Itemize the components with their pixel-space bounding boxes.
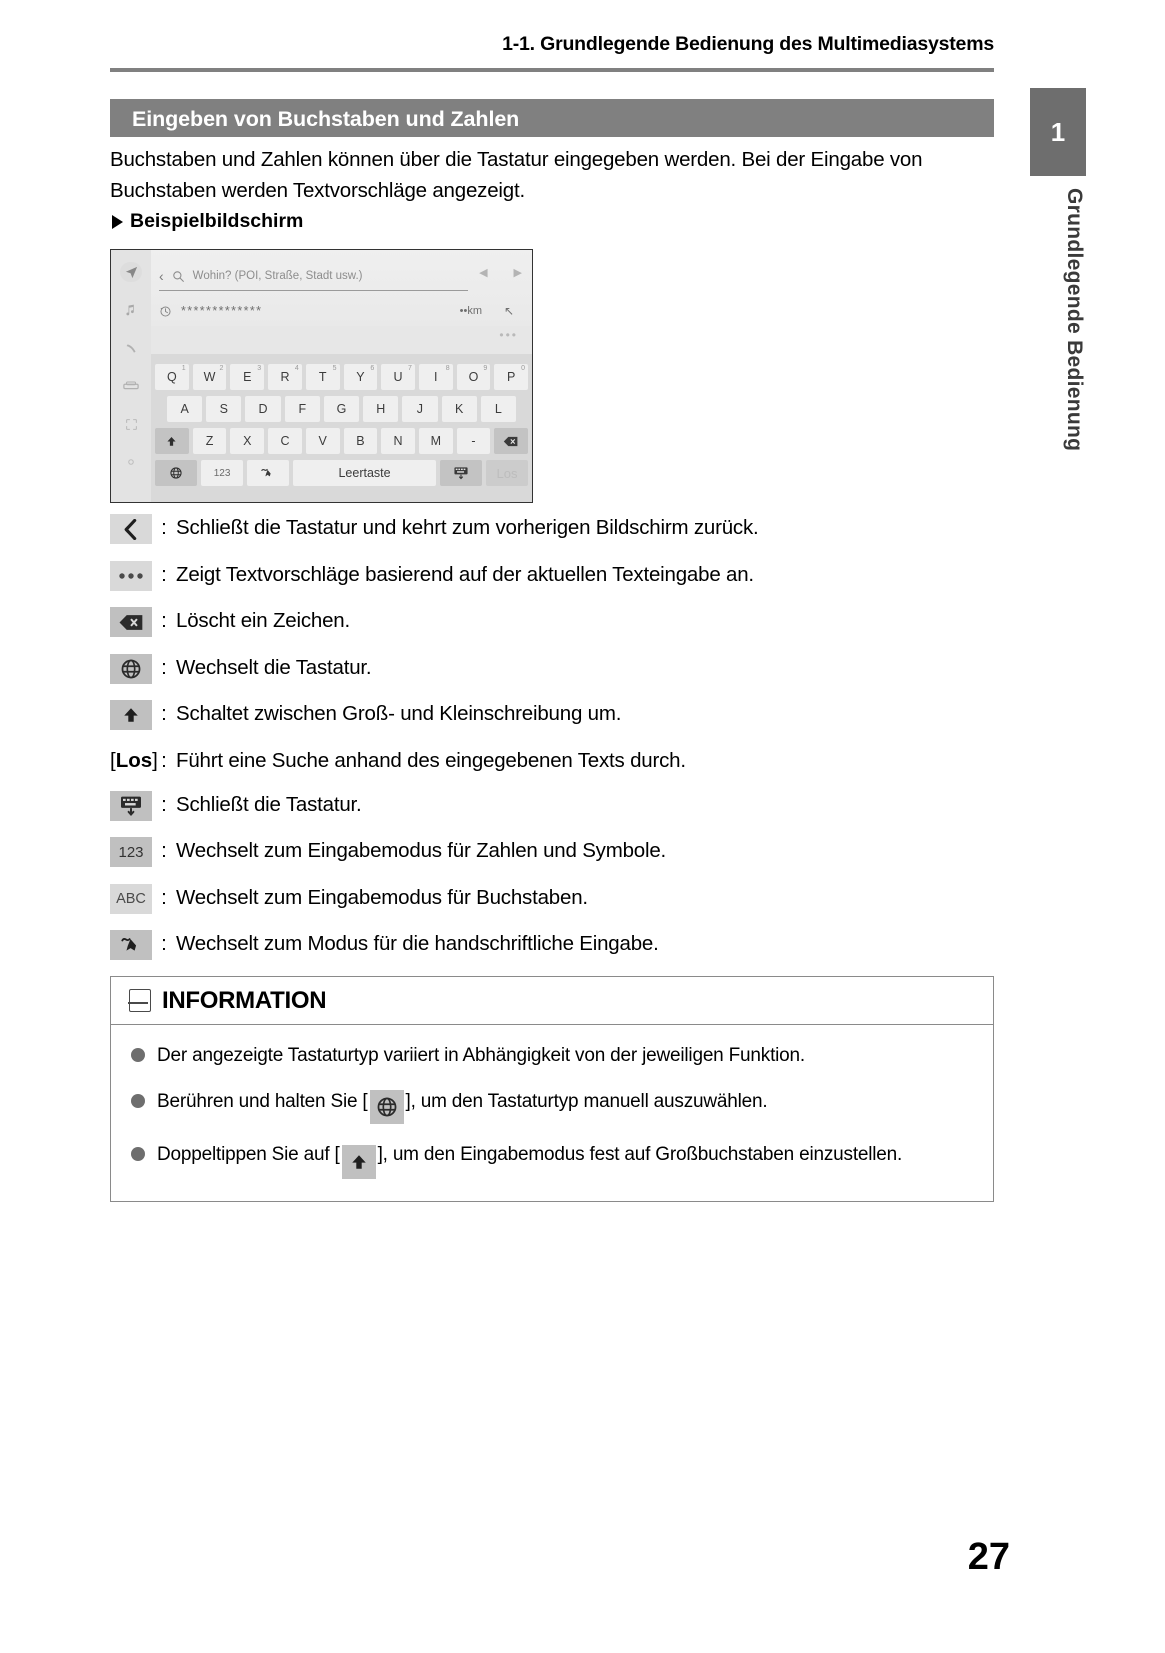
information-header <box>111 977 993 1025</box>
settings-icon <box>120 452 142 472</box>
history-result-row[interactable] <box>159 298 522 324</box>
shift-arrow-icon[interactable] <box>155 428 189 454</box>
legend-row <box>110 835 994 869</box>
bullet-dot-icon <box>131 1048 145 1062</box>
legend-text: Wechselt zum Modus für die handschriftliche Eingabe. <box>176 932 659 955</box>
next-arrow-icon[interactable]: ▶ <box>513 267 522 279</box>
key-t[interactable]: T $^5$ <box>306 364 340 390</box>
ellipsis-icon <box>110 561 152 591</box>
key-v[interactable]: V <box>306 428 340 454</box>
more-dots-icon[interactable]: ••• <box>499 328 518 342</box>
alpha-abc-icon <box>110 884 152 914</box>
key-p[interactable]: P $^0$ <box>494 364 528 390</box>
section-title-bar <box>110 99 994 137</box>
key-x[interactable]: X <box>230 428 264 454</box>
globe-icon <box>110 654 152 684</box>
space-key[interactable]: Leertaste <box>293 460 436 486</box>
legend-list <box>110 512 994 975</box>
key-s[interactable]: S <box>206 396 241 422</box>
header-rule <box>110 68 994 72</box>
keyboard-row-3 <box>151 428 532 454</box>
legend-colon: : <box>161 562 167 586</box>
back-chevron-icon <box>110 514 152 544</box>
globe-icon <box>370 1090 404 1124</box>
chapter-tab <box>1030 88 1086 176</box>
section-title: Eingeben von Buchstaben und Zahlen <box>132 107 520 131</box>
keyboard-row-2 <box>151 396 532 422</box>
information-bullet <box>131 1041 973 1071</box>
key-hyphen[interactable]: - <box>457 428 491 454</box>
legend-row <box>110 512 994 546</box>
distance-label: ••km <box>459 305 482 317</box>
key-i[interactable]: I $^8$ <box>419 364 453 390</box>
legend-text: Schaltet zwischen Groß- und Kleinschreibung um. <box>176 702 622 725</box>
shift-arrow-icon <box>110 700 152 730</box>
information-bullet <box>131 1087 973 1124</box>
subhead-label: Beispielbildschirm <box>130 210 304 232</box>
information-bullet <box>131 1140 973 1179</box>
prev-arrow-icon[interactable]: ◀ <box>479 267 488 279</box>
los-label: [Los] <box>110 748 158 772</box>
legend-row <box>110 928 994 962</box>
legend-colon: : <box>161 516 167 539</box>
keyboard-row-4 <box>151 460 532 486</box>
key-m[interactable]: M <box>419 428 453 454</box>
pager-arrows[interactable] <box>479 266 522 279</box>
key-a[interactable]: A <box>167 396 202 422</box>
numeric-123-icon <box>110 837 152 867</box>
key-r[interactable]: R $^4$ <box>268 364 302 390</box>
information-box <box>110 976 994 1202</box>
handwriting-icon[interactable] <box>247 460 289 486</box>
bullet-text: Der angezeigte Tastaturtyp variiert in Abhängigkeit von der jeweiligen Funktion. <box>157 1045 805 1066</box>
bullet-dot-icon <box>131 1147 145 1161</box>
numeric-123-key[interactable]: 123 <box>201 460 243 486</box>
legend-colon: : <box>161 655 167 679</box>
vehicle-icon <box>120 376 142 396</box>
empty-list-band <box>151 326 532 352</box>
legend-text: Wechselt zum Eingabemodus für Zahlen und Symbole. <box>176 839 667 862</box>
keyboard-row-1 <box>151 364 532 390</box>
legend-text: Führt eine Suche anhand des eingegebenen Texts durch. <box>176 748 686 772</box>
search-input-placeholder[interactable]: Wohin? (POI, Straße, Stadt usw.) <box>192 270 363 282</box>
bullet-text-after: ], um den Eingabemodus fest auf Großbuchstaben einzustellen. <box>377 1144 903 1165</box>
bullet-text <box>157 1087 767 1124</box>
key-k[interactable]: K <box>442 396 477 422</box>
history-entry-text: ************* <box>181 304 263 318</box>
alpha-abc-label: ABC <box>116 890 146 907</box>
key-w[interactable]: W $^2$ <box>193 364 227 390</box>
legend-row <box>110 652 994 686</box>
legend-colon: : <box>161 792 167 816</box>
intro-paragraph: Buchstaben und Zahlen können über die Tastatur eingegeben werden. Bei der Eingabe von Buchstaben werden Textvorschläge angezeigt. <box>110 148 923 202</box>
key-y[interactable]: Y $^6$ <box>344 364 378 390</box>
legend-text: Schließt die Tastatur. <box>176 792 362 816</box>
handwriting-icon <box>110 930 152 960</box>
subhead <box>112 210 303 233</box>
numeric-123-label: 123 <box>118 843 144 861</box>
legend-text: Wechselt zum Eingabemodus für Buchstaben. <box>176 885 588 909</box>
key-j[interactable]: J <box>402 396 437 422</box>
device-screen <box>111 250 532 502</box>
go-button[interactable]: Los <box>486 460 528 486</box>
page-number: 27 <box>967 1536 1010 1578</box>
information-title: INFORMATION <box>162 986 327 1014</box>
legend-text: Schließt die Tastatur und kehrt zum vorherigen Bildschirm zurück. <box>176 516 759 539</box>
legend-colon: : <box>161 885 167 909</box>
book-icon <box>129 989 151 1012</box>
globe-icon[interactable] <box>155 460 197 486</box>
phone-icon <box>120 338 142 358</box>
legend-text: Löscht ein Zeichen. <box>176 609 350 632</box>
legend-colon: : <box>161 748 167 772</box>
legend-row <box>110 698 994 732</box>
on-screen-keyboard[interactable] <box>151 354 532 502</box>
shift-arrow-icon <box>342 1145 376 1179</box>
legend-row <box>110 745 994 777</box>
bullet-text <box>157 1140 902 1179</box>
key-q[interactable]: Q $^1$ <box>155 364 189 390</box>
legend-colon: : <box>161 839 167 862</box>
media-note-icon <box>120 300 142 320</box>
key-e[interactable]: E $^3$ <box>230 364 264 390</box>
back-chevron-icon[interactable]: ‹ <box>159 268 164 284</box>
backspace-icon[interactable] <box>494 428 528 454</box>
bullet-text-before: Berühren und halten Sie [ <box>157 1091 368 1112</box>
legend-text: Wechselt die Tastatur. <box>176 655 372 679</box>
legend-colon: : <box>161 609 167 632</box>
legend-colon: : <box>161 702 167 725</box>
bullet-text-after: ], um den Tastaturtyp manuell auszuwählen. <box>405 1091 768 1112</box>
search-bar[interactable] <box>159 262 468 291</box>
chapter-tab-label: Grundlegende Bedienung <box>1063 188 1086 452</box>
triangle-bullet-icon <box>112 215 123 229</box>
information-body <box>111 1025 993 1201</box>
key-h[interactable]: H <box>363 396 398 422</box>
running-header: 1-1. Grundlegende Bedienung des Multimediasystems <box>502 33 994 55</box>
key-l[interactable]: L <box>481 396 516 422</box>
example-screen-figure <box>110 249 533 503</box>
hide-keyboard-icon[interactable] <box>440 460 482 486</box>
direction-arrow-icon: ↖ <box>503 304 514 318</box>
device-side-rail <box>111 250 151 502</box>
key-g[interactable]: G <box>324 396 359 422</box>
hide-keyboard-icon <box>110 791 152 821</box>
apps-icon <box>120 414 142 434</box>
key-n[interactable]: N <box>381 428 415 454</box>
key-o[interactable]: O $^9$ <box>457 364 491 390</box>
key-z[interactable]: Z <box>193 428 227 454</box>
legend-row <box>110 559 994 593</box>
chapter-number: 1 <box>1050 116 1066 147</box>
navigation-icon <box>120 262 142 282</box>
legend-row <box>110 882 994 916</box>
backspace-icon <box>110 607 152 637</box>
legend-colon: : <box>161 932 167 955</box>
key-c[interactable]: C <box>268 428 302 454</box>
key-u[interactable]: U $^7$ <box>381 364 415 390</box>
bullet-text-before: Doppeltippen Sie auf [ <box>157 1144 340 1165</box>
legend-text: Zeigt Textvorschläge basierend auf der aktuellen Texteingabe an. <box>176 562 754 586</box>
bullet-dot-icon <box>131 1094 145 1108</box>
key-b[interactable]: B <box>344 428 378 454</box>
key-d[interactable]: D <box>245 396 280 422</box>
history-clock-icon <box>159 305 172 318</box>
legend-row <box>110 605 994 639</box>
search-icon <box>172 270 185 283</box>
key-f[interactable]: F <box>285 396 320 422</box>
legend-row <box>110 789 994 823</box>
